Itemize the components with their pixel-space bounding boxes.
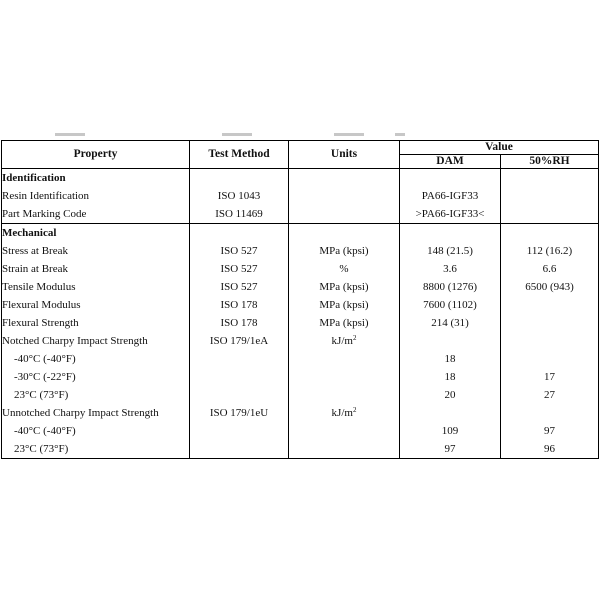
property-cell: -40°C (-40°F) (2, 422, 190, 440)
table-row (2, 296, 599, 314)
empty-cell (501, 224, 599, 243)
units-cell: MPa (kpsi) (289, 296, 400, 314)
test-method-cell: ISO 178 (190, 296, 289, 314)
property-cell: -40°C (-40°F) (2, 350, 190, 368)
dam-value-cell: 8800 (1276) (400, 278, 501, 296)
dam-value-cell (400, 332, 501, 350)
rh-value-cell: 6.6 (542, 262, 557, 275)
section-title: Mechanical (2, 224, 190, 243)
cropped-header-remnant (334, 133, 364, 136)
empty-cell (501, 169, 599, 188)
test-method-cell (190, 350, 289, 368)
header-50rh: 50%RH (501, 155, 599, 169)
dam-value-cell (400, 404, 501, 422)
header-test-method: Test Method (190, 141, 289, 169)
test-method-cell: ISO 527 (190, 260, 289, 278)
cropped-header-remnant (222, 133, 252, 136)
property-cell: 23°C (73°F) (2, 386, 190, 404)
units-cell (289, 404, 400, 422)
test-method-cell: ISO 527 (190, 242, 289, 260)
rh-value-cell (501, 296, 599, 314)
header-property: Property (2, 141, 190, 169)
table-row (2, 332, 599, 350)
units-cell: MPa (kpsi) (289, 278, 400, 296)
table-row (2, 350, 599, 368)
table-row (2, 242, 599, 260)
header-dam: DAM (400, 155, 501, 169)
rh-value-cell: 112 (16.2) (526, 244, 573, 257)
units-text: kJ/m (331, 334, 353, 347)
property-cell: Strain at Break (2, 260, 190, 278)
units-cell (289, 332, 400, 350)
section-header-row (2, 224, 599, 243)
test-method-cell: ISO 11469 (190, 205, 289, 224)
table-row (2, 260, 599, 278)
dam-value-cell: 109 (400, 422, 501, 440)
units-superscript: 2 (352, 405, 357, 414)
test-method-cell: ISO 1043 (190, 187, 289, 205)
table-row (2, 278, 599, 296)
units-text: kJ/m (331, 406, 353, 419)
dam-value-cell: 214 (31) (400, 314, 501, 332)
section-header-row (2, 169, 599, 188)
empty-cell (190, 169, 289, 188)
test-method-cell (190, 368, 289, 386)
cropped-header-remnant (55, 133, 85, 136)
empty-cell (400, 169, 501, 188)
dam-value-cell: 148 (21.5) (400, 242, 501, 260)
table-row (2, 386, 599, 404)
test-method-cell: ISO 178 (190, 314, 289, 332)
rh-value-cell: 6500 (943) (525, 280, 574, 293)
rh-value-cell (501, 205, 599, 224)
test-method-cell: ISO 179/1eA (190, 332, 289, 350)
table-row (2, 368, 599, 386)
section-title: Identification (2, 169, 190, 188)
header-value: Value (400, 141, 599, 155)
property-table (1, 140, 599, 459)
property-cell: Flexural Strength (2, 314, 190, 332)
test-method-cell: ISO 179/1eU (190, 404, 289, 422)
test-method-cell (190, 386, 289, 404)
dam-value-cell: 18 (400, 350, 501, 368)
empty-cell (289, 224, 400, 243)
rh-value-cell (501, 314, 599, 332)
table-body (2, 169, 599, 459)
dam-value-cell: >PA66-IGF33< (400, 205, 501, 224)
units-cell: MPa (kpsi) (289, 242, 400, 260)
cropped-header-remnant (395, 133, 405, 136)
test-method-cell: ISO 527 (190, 278, 289, 296)
table-row (2, 205, 599, 224)
header-units: Units (289, 141, 400, 169)
empty-cell (289, 169, 400, 188)
property-cell: Unnotched Charpy Impact Strength (2, 404, 190, 422)
units-cell: % (289, 260, 400, 278)
property-cell: Part Marking Code (2, 205, 190, 224)
table-row (2, 440, 599, 459)
property-cell: Tensile Modulus (2, 278, 190, 296)
rh-value-cell (501, 404, 599, 422)
property-cell: Resin Identification (2, 187, 190, 205)
rh-value-cell: 17 (544, 370, 555, 383)
property-cell: Flexural Modulus (2, 296, 190, 314)
units-cell (289, 205, 400, 224)
dam-value-cell: PA66-IGF33 (400, 187, 501, 205)
units-cell (289, 187, 400, 205)
units-cell (289, 440, 400, 459)
property-cell: 23°C (73°F) (2, 440, 190, 459)
empty-cell (400, 224, 501, 243)
dam-value-cell: 20 (400, 386, 501, 404)
rh-value-cell (501, 187, 599, 205)
units-superscript: 2 (352, 333, 357, 342)
rh-value-cell (501, 350, 599, 368)
property-cell: Notched Charpy Impact Strength (2, 332, 190, 350)
dam-value-cell: 7600 (1102) (400, 296, 501, 314)
dam-value-cell: 97 (400, 440, 501, 459)
property-cell: Stress at Break (2, 242, 190, 260)
rh-value-cell: 97 (544, 424, 555, 437)
table-row (2, 422, 599, 440)
dam-value-cell: 3.6 (400, 260, 501, 278)
table-row (2, 187, 599, 205)
units-cell (289, 350, 400, 368)
table-row (2, 314, 599, 332)
test-method-cell (190, 440, 289, 459)
dam-value-cell: 18 (400, 368, 501, 386)
units-cell (289, 422, 400, 440)
units-cell (289, 368, 400, 386)
empty-cell (190, 224, 289, 243)
property-cell: -30°C (-22°F) (2, 368, 190, 386)
table-row (2, 404, 599, 422)
rh-value-cell (501, 332, 599, 350)
units-cell (289, 386, 400, 404)
test-method-cell (190, 422, 289, 440)
units-cell: MPa (kpsi) (289, 314, 400, 332)
rh-value-cell: 96 (544, 442, 555, 455)
rh-value-cell: 27 (544, 388, 555, 401)
